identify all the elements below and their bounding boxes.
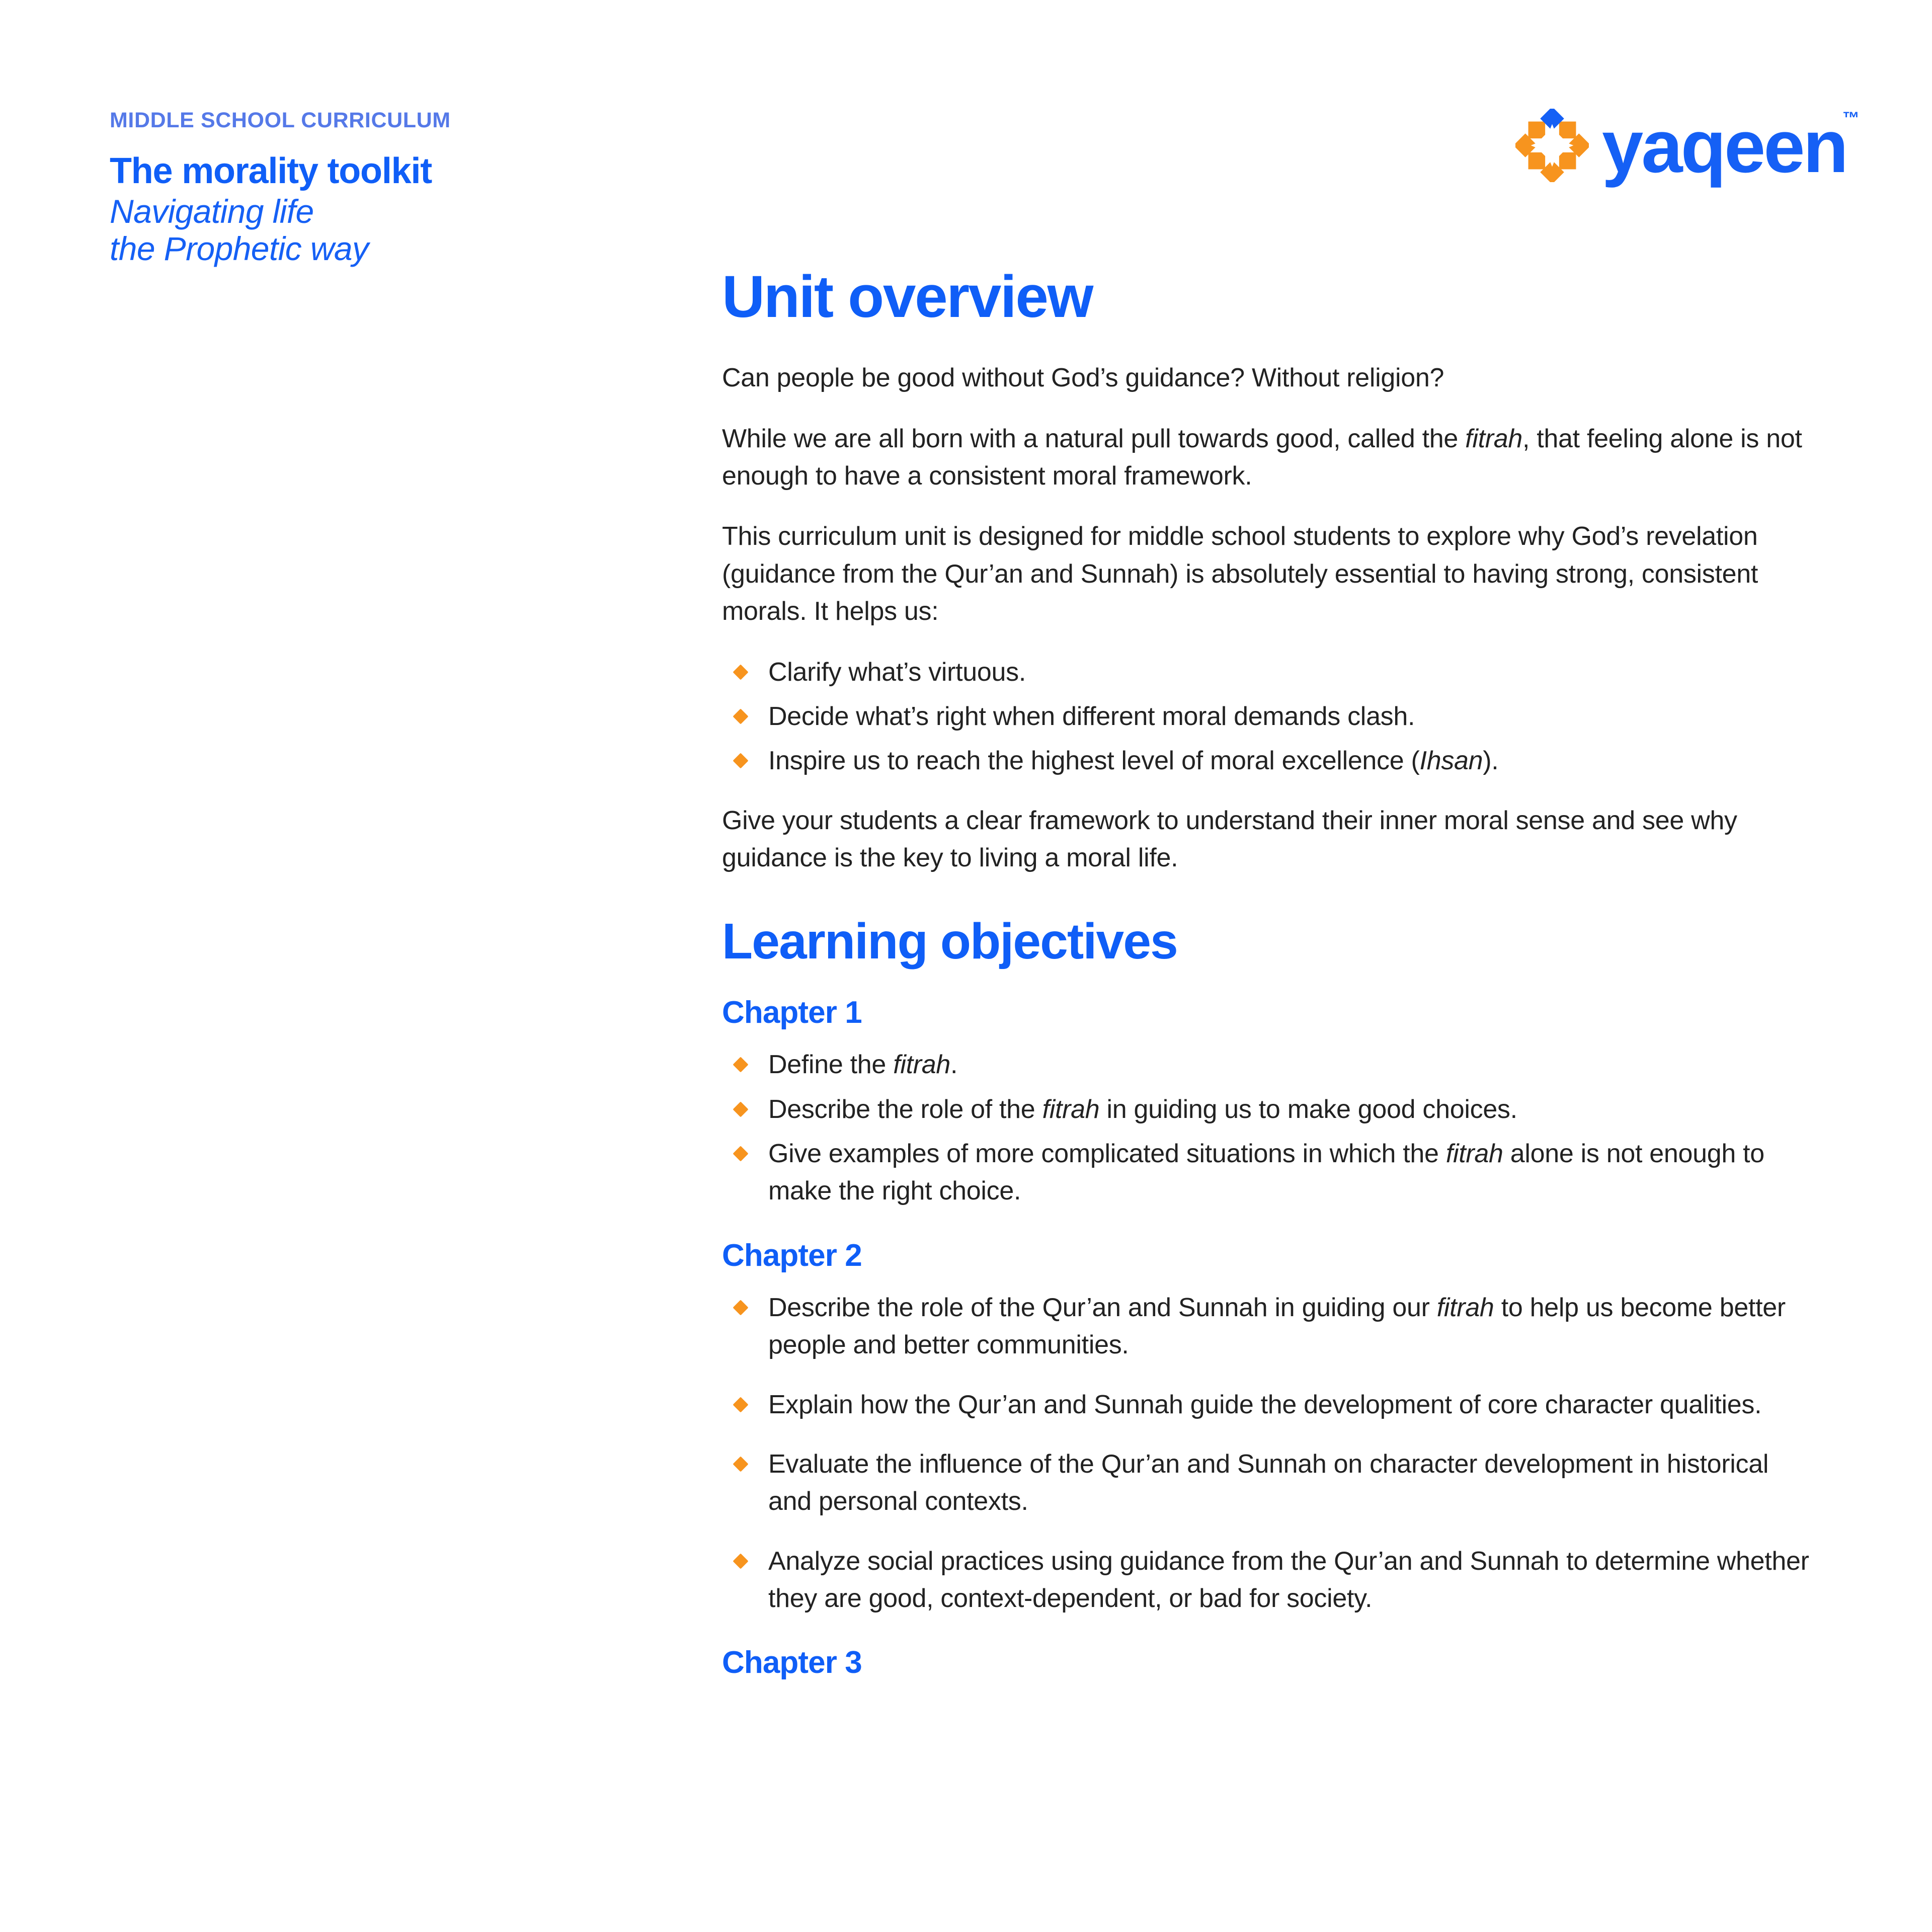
diamond-bullet-icon [733, 708, 748, 724]
chapter-3-title: Chapter 3 [722, 1645, 862, 1680]
list-item [722, 742, 1819, 779]
term-fitrah: fitrah [1436, 1293, 1494, 1322]
main-content-column [722, 264, 1819, 1697]
diamond-bullet-icon [733, 1057, 748, 1073]
overview-paragraph-3: This curriculum unit is designed for middle school students to explore why God’s revelation (guidance from the Qur’an and Sunnah) is absolutely essential to having strong, consistent morals. It helps us: [722, 522, 1758, 626]
overview-p2-after: , that feeling alone is not enough to have a consistent moral framework. [722, 424, 1802, 491]
term-fitrah: fitrah [1465, 424, 1522, 453]
overview-bullet-1: Clarify what’s virtuous. [768, 657, 1026, 687]
diamond-bullet-icon [733, 753, 748, 769]
list-item [722, 1543, 1819, 1618]
overview-bullet-2: Decide what’s right when different moral demands clash. [768, 701, 1415, 731]
masthead [110, 107, 638, 268]
diamond-bullet-icon [733, 1456, 748, 1472]
list-item [722, 1386, 1819, 1423]
list-item [722, 654, 1819, 691]
list-item [722, 698, 1819, 735]
unit-series-subtitle [110, 193, 638, 268]
unit-series-title: The morality toolkit [110, 150, 432, 191]
chapter-2-objectives-list [722, 1289, 1819, 1618]
list-item [722, 1289, 1819, 1364]
list-item [722, 1046, 1819, 1083]
diamond-bullet-icon [733, 1101, 748, 1117]
term-ihsan: Ihsan [1419, 746, 1483, 776]
diamond-bullet-icon [733, 1553, 748, 1569]
overview-benefits-list [722, 654, 1819, 780]
subtitle-line-2: the Prophetic way [110, 230, 369, 268]
ch2-obj-1-after: to help us become better people and better communities. [768, 1293, 1786, 1360]
chapter-2-title: Chapter 2 [722, 1238, 862, 1273]
yaqeen-logo [1515, 105, 1860, 188]
list-item [722, 1135, 1819, 1210]
curriculum-kicker: MIDDLE SCHOOL CURRICULUM [110, 108, 451, 132]
overview-closing-paragraph: Give your students a clear framework to understand their inner moral sense and see why guidance is the key to living a moral life. [722, 806, 1737, 872]
diamond-bullet-icon [733, 664, 748, 680]
ch2-obj-4: Analyze social practices using guidance from the Qur’an and Sunnah to determine whether they are good, context-dependent, or bad for society. [768, 1546, 1809, 1614]
overview-paragraph-2 [722, 420, 1819, 495]
diamond-bullet-icon [733, 1397, 748, 1412]
overview-bullet-3-before: Inspire us to reach the highest level of moral excellence ( [768, 746, 1420, 776]
ch1-obj-1-before: Define the [768, 1050, 894, 1080]
overview-paragraph-1: Can people be good without God’s guidance? Without religion? [722, 363, 1444, 393]
yaqeen-wordmark [1601, 105, 1860, 188]
learning-objectives-heading: Learning objectives [722, 913, 1177, 970]
trademark-icon: ™ [1842, 109, 1860, 128]
subtitle-line-1: Navigating life [110, 193, 314, 230]
term-fitrah: fitrah [893, 1050, 951, 1080]
ch1-obj-2-after: in guiding us to make good choices. [1099, 1094, 1517, 1124]
list-item [722, 1091, 1819, 1128]
diamond-bullet-icon [733, 1146, 748, 1162]
list-item [722, 1445, 1819, 1520]
chapter-1-objectives-list [722, 1046, 1819, 1210]
ch1-obj-3-after: alone is not enough to make the right choice. [768, 1139, 1764, 1206]
unit-overview-heading: Unit overview [722, 264, 1093, 330]
ch2-obj-2: Explain how the Qur’an and Sunnah guide the development of core character qualities. [768, 1390, 1762, 1419]
chapter-1-title: Chapter 1 [722, 995, 862, 1030]
overview-bullet-3-after: ). [1483, 746, 1499, 776]
ch1-obj-2-before: Describe the role of the [768, 1094, 1042, 1124]
yaqeen-wordmark-text: yaqeen [1601, 105, 1846, 188]
ch1-obj-1-after: . [950, 1050, 958, 1080]
term-fitrah: fitrah [1445, 1139, 1503, 1169]
diamond-bullet-icon [733, 1300, 748, 1315]
term-fitrah: fitrah [1042, 1094, 1100, 1124]
ch1-obj-3-before: Give examples of more complicated situations in which the [768, 1139, 1446, 1169]
ch2-obj-3: Evaluate the influence of the Qur’an and Sunnah on character development in historical and personal contexts. [768, 1450, 1769, 1516]
yaqeen-star-icon [1515, 109, 1589, 182]
overview-p2-before: While we are all born with a natural pull towards good, called the [722, 424, 1466, 453]
ch2-obj-1-before: Describe the role of the Qur’an and Sunnah in guiding our [768, 1293, 1437, 1322]
